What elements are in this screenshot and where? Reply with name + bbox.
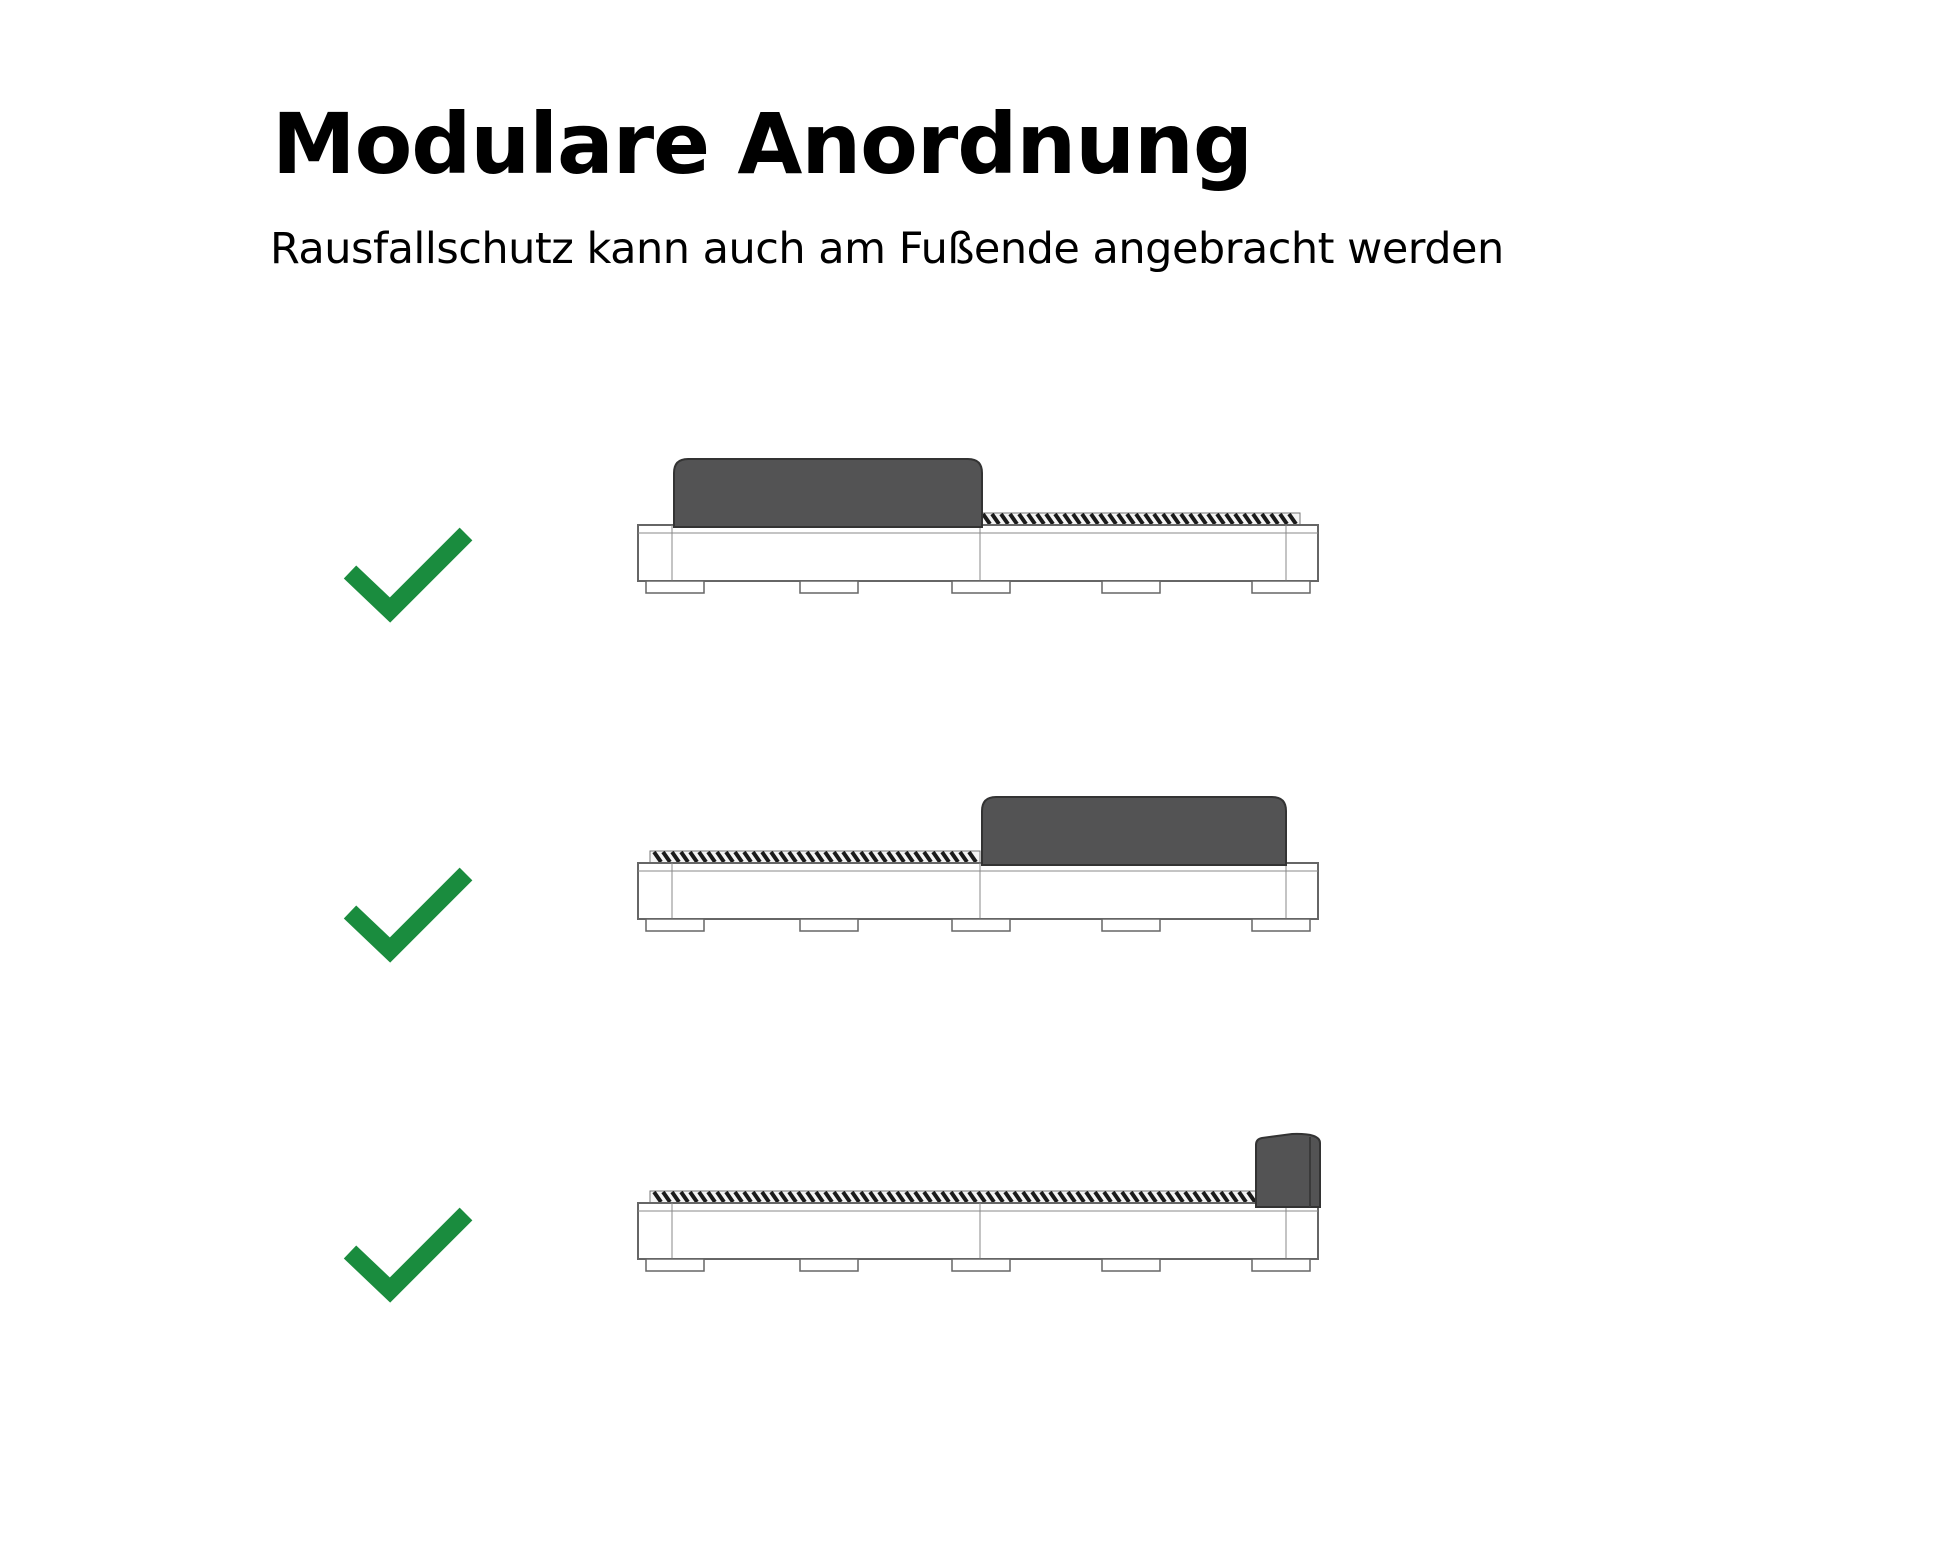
fall-guard-panel <box>982 797 1286 865</box>
slats <box>650 851 980 863</box>
bed-feet <box>646 1259 1310 1271</box>
bed-arrangement-end-board <box>620 1133 1340 1283</box>
bed-arrangement-foot-guard <box>620 793 1340 943</box>
checkmark-icon <box>340 858 476 968</box>
page-subtitle: Rausfallschutz kann auch am Fußende angebracht werden <box>270 224 1504 274</box>
checkmark-icon <box>340 518 476 628</box>
bed-feet <box>646 581 1310 593</box>
slats <box>650 1191 1256 1203</box>
page-title: Modulare Anordnung <box>272 95 1252 193</box>
checkmark-icon <box>340 1198 476 1308</box>
bed-arrangement-head-guard <box>620 455 1340 605</box>
slats <box>970 513 1300 525</box>
bed-feet <box>646 919 1310 931</box>
fall-guard-panel <box>674 459 982 527</box>
